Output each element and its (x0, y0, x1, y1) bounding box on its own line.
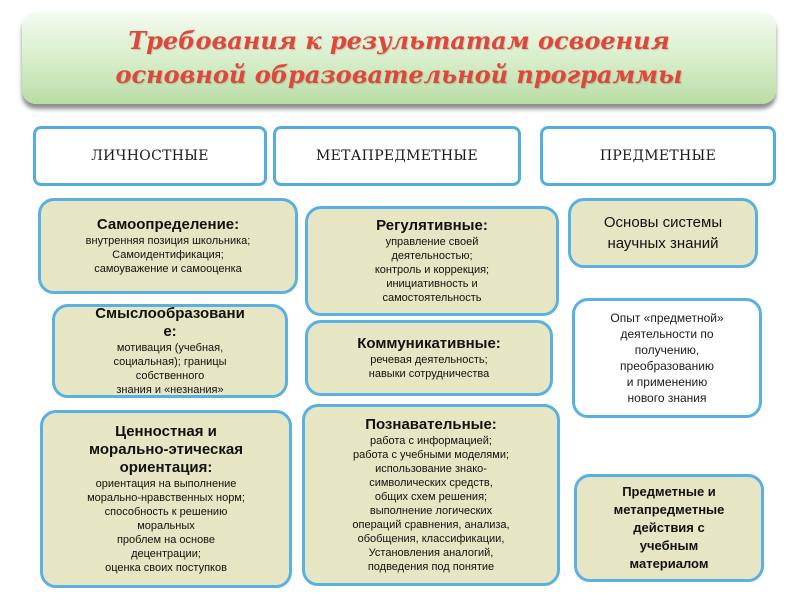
meaning-formation-heading (95, 305, 245, 341)
text-line: децентрации; (131, 548, 201, 560)
communicative-text (369, 353, 489, 381)
text-line: контроль и коррекция; (374, 264, 490, 276)
text-line: знания и «незнания» (116, 384, 224, 396)
text-line: собственного (135, 370, 205, 382)
category-personal: ЛИЧНОСТНЫЕ (33, 126, 267, 186)
text-line: работа с информацией; (369, 435, 492, 447)
text-line: выполнение логических (369, 505, 493, 517)
heading-line: морально-этическая (89, 441, 243, 458)
value-orientation-heading (89, 423, 243, 477)
text-line: материалом (629, 556, 709, 571)
text-line: социальная); границы (113, 356, 227, 368)
text-line: подведения под понятие (367, 561, 495, 573)
text-line: Установления аналогий, (368, 547, 494, 559)
title-line-1: Требования к результатам освоения (128, 26, 670, 55)
text-line: нового знания (627, 391, 707, 405)
text-line: символических средств, (369, 477, 493, 489)
text-line: работа с учебными моделями; (352, 449, 510, 461)
text-line: самостоятельность (382, 292, 482, 304)
title-line-2: основной образовательной программы (115, 60, 683, 89)
regulative-text (375, 235, 489, 305)
heading-line: Ценностная и (115, 423, 217, 440)
heading-line: Смыслообразовани (95, 305, 245, 322)
box-subject-actions (574, 474, 764, 582)
text-line: мотивация (учебная, (116, 342, 224, 354)
text-line: самоуважение и самооценка (94, 263, 242, 275)
heading-line: е: (163, 323, 177, 340)
box-value-orientation (40, 410, 292, 588)
self-determination-text (86, 234, 251, 276)
text-line: Основы системы (603, 214, 723, 231)
text-line: и применению (626, 375, 708, 389)
box-communicative (305, 320, 553, 396)
text-line: деятельностью; (391, 250, 473, 262)
text-line: операций сравнения, анализа, (352, 519, 510, 531)
category-meta: МЕТАПРЕДМЕТНЫЕ (273, 126, 521, 186)
cognitive-heading: Познавательные: (365, 416, 497, 433)
box-subject-experience (572, 298, 762, 418)
text-line: оценка своих поступков (105, 562, 227, 574)
box-scientific-basics (568, 198, 758, 268)
text-line: инициативность и (386, 278, 478, 290)
text-line: использование знако- (375, 463, 487, 475)
text-line: Опыт «предметной» (610, 311, 724, 325)
heading-line: ориентация: (119, 459, 213, 476)
meaning-formation-text (113, 341, 226, 397)
text-line: обобщения, классификации, (357, 533, 505, 545)
text-line: управление своей (385, 236, 479, 248)
text-line: получению, (634, 343, 700, 357)
text-line: внутренняя позиция школьника; (85, 235, 251, 247)
text-line: способность к решению (104, 506, 228, 518)
regulative-heading: Регулятивные: (376, 217, 488, 234)
title-banner (22, 12, 776, 104)
text-line: речевая деятельность; (370, 354, 488, 366)
text-line: морально-нравственных норм; (87, 492, 245, 504)
text-line: учебным (639, 538, 699, 553)
cognitive-text (352, 434, 509, 574)
text-line: метапредметные (613, 502, 725, 517)
text-line: навыки сотрудничества (368, 368, 490, 380)
text-line: Самоидентификация; (112, 249, 224, 261)
box-regulative (305, 206, 559, 316)
text-line: Предметные и (622, 484, 716, 499)
category-subject: ПРЕДМЕТНЫЕ (540, 126, 776, 186)
page-title (116, 24, 683, 92)
self-determination-heading: Самоопределение: (96, 216, 240, 233)
text-line: моральных (137, 520, 195, 532)
text-line: деятельности по (620, 327, 714, 341)
text-line: преобразованию (620, 359, 714, 373)
box-cognitive (302, 404, 560, 586)
text-line: общих схем решения; (374, 491, 488, 503)
box-meaning-formation (52, 304, 288, 398)
text-line: ориентация на выполнение (95, 478, 237, 490)
communicative-heading: Коммуникативные: (357, 335, 501, 352)
text-line: проблем на основе (116, 534, 216, 546)
box-self-determination (38, 198, 298, 294)
text-line: действия с (633, 520, 705, 535)
value-orientation-text (87, 477, 245, 575)
text-line: научных знаний (607, 235, 719, 252)
